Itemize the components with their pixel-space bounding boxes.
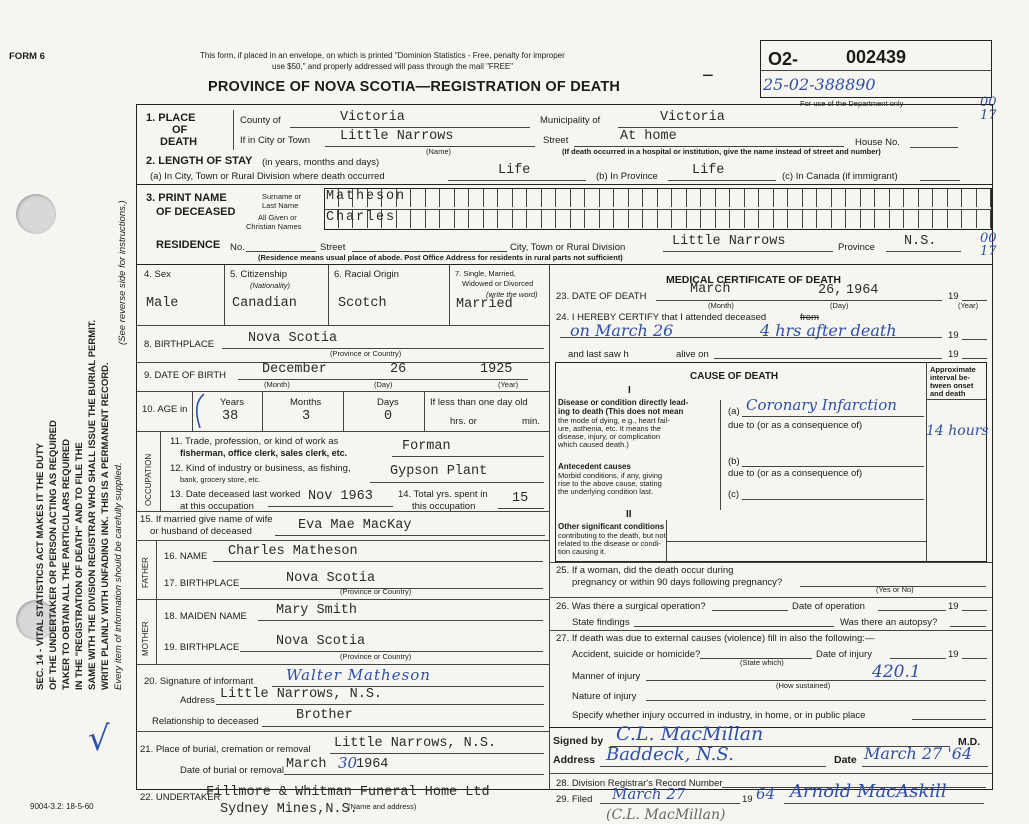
undertaker-caption: (Name and address) — [348, 802, 417, 811]
father-birthplace-caption: (Province or Country) — [340, 587, 412, 596]
dept-use-note: For use of the Department only — [800, 99, 904, 108]
county-label: County of — [240, 115, 281, 126]
industry-label: 12. Kind of industry or business, as fishing, — [170, 463, 351, 474]
racial-origin-label: 6. Racial Origin — [334, 269, 399, 280]
cause-a-label: (a) — [728, 406, 740, 417]
letter-cell — [890, 189, 905, 207]
birthplace-value: Nova Scotia — [248, 331, 338, 346]
street-value: At home — [620, 129, 677, 144]
letter-cell — [672, 210, 687, 228]
operation-date-label: Date of operation — [792, 601, 865, 612]
letter-cell — [817, 210, 832, 228]
form-title: PROVINCE OF NOVA SCOTIA—REGISTRATION OF DEATH — [208, 79, 621, 95]
filed-year: 64 — [756, 785, 776, 803]
reg-prefix: O2- — [768, 49, 799, 69]
municipality-value: Victoria — [660, 110, 725, 125]
surname-label-2: Last Name — [262, 201, 299, 210]
letter-cell — [629, 189, 644, 207]
father-name-value: Charles Matheson — [228, 544, 358, 559]
letter-cell — [832, 189, 847, 207]
other-conditions-label-3: related to the disease or condi- — [558, 539, 661, 548]
letter-cell — [440, 189, 455, 207]
dob-day: 26 — [390, 362, 407, 377]
disease-label-3: the mode of dying, e.g., heart fail- — [558, 416, 670, 425]
months-label: Months — [290, 397, 322, 408]
letter-cell — [962, 189, 977, 207]
registrar-note: (C.L. MacMillan) — [606, 807, 726, 823]
letter-cell — [411, 189, 426, 207]
handwritten-reg-number: 25-02-388890 — [763, 75, 876, 94]
interval-label-2: interval be- — [930, 373, 971, 382]
letter-cell — [585, 210, 600, 228]
residence-street-label: Street — [320, 242, 346, 253]
citizenship-caption: (Nationality) — [250, 281, 291, 290]
mail-notice: This form, if placed in an envelope, on which is printed "Dominion Statistics - Free, penalty for improper — [200, 51, 565, 60]
s1-label: 1. PLACE — [146, 112, 196, 124]
death-month-caption: (Month) — [708, 301, 734, 310]
operation-year-prefix: 19 — [948, 601, 959, 612]
letter-cell — [440, 210, 455, 228]
letter-cell — [759, 210, 774, 228]
less-than-day-label: If less than one day old — [430, 397, 528, 408]
sec14-line2: OF THE UNDERTAKER OR PERSON ACTING AS REQUIRED — [48, 420, 59, 690]
letter-cell — [643, 189, 658, 207]
letter-cell — [875, 189, 890, 207]
letter-cell — [426, 210, 441, 228]
age-months: 3 — [302, 409, 311, 424]
letter-cell — [701, 189, 716, 207]
mother-birthplace-label: 19. BIRTHPLACE — [164, 642, 240, 653]
letter-cell — [455, 210, 470, 228]
s3-label-2: OF DECEASED — [156, 206, 236, 218]
given-label-2: Christian Names — [246, 222, 302, 231]
burial-label: 21. Place of burial, cremation or removal — [140, 744, 311, 755]
mother-birthplace-value: Nova Scotia — [276, 634, 366, 649]
operation-label: 26. Was there a surgical operation? — [556, 601, 706, 612]
accident-label: Accident, suicide or homicide? — [572, 649, 701, 660]
years-spent-label: 14. Total yrs. spent in — [398, 489, 488, 500]
occupation-label-2: fisherman, office clerk, sales clerk, etc. — [180, 448, 348, 458]
letter-cell — [730, 189, 745, 207]
letter-cell — [948, 189, 963, 207]
letter-cell — [948, 210, 963, 228]
part-one-label: I — [628, 385, 631, 396]
undertaker-label: 22. UNDERTAKER — [140, 792, 221, 803]
letter-cell — [890, 210, 905, 228]
industry-value: Gypson Plant — [390, 464, 488, 479]
mother-side-label: MOTHER — [141, 621, 150, 656]
letter-cell — [904, 189, 919, 207]
disease-label-2: ing to death (This does not mean — [558, 407, 684, 416]
letter-cell — [745, 189, 760, 207]
letter-cell — [672, 189, 687, 207]
letter-cell — [397, 210, 412, 228]
residence-note: (Residence means usual place of abode. Post Office Address for residents in rural parts not sufficient) — [258, 253, 623, 262]
letter-cell — [933, 189, 948, 207]
years-spent-value: 15 — [512, 491, 529, 506]
spouse-label-2: or husband of deceased — [150, 526, 252, 537]
birthplace-caption: (Province or Country) — [330, 349, 402, 358]
s2-note: (in years, months and days) — [262, 157, 380, 168]
alive-year-prefix: 19 — [948, 349, 959, 360]
informant-address-value: Little Narrows, N.S. — [220, 687, 383, 702]
letter-cell — [600, 189, 615, 207]
marital-label-3: (write the word) — [486, 290, 538, 299]
alive-on-label: alive on — [676, 349, 709, 360]
sec14-line5: SAME WITH THE DIVISION REGISTRAR WHO SHALL ISSUE THE BURIAL PERMIT. — [87, 319, 98, 690]
letter-cell — [774, 189, 789, 207]
letter-cell — [803, 210, 818, 228]
form-code: 9004-3.2: 18-5-60 — [30, 802, 94, 811]
years-label: Years — [220, 397, 244, 408]
interval-label: Approximate — [930, 365, 976, 374]
letter-cell — [861, 189, 876, 207]
s1-death: DEATH — [160, 136, 198, 148]
letter-cell — [803, 189, 818, 207]
check-mark: √ — [88, 719, 110, 759]
given-label: All Given or — [258, 213, 297, 222]
undertaker-address: Sydney Mines,N.S. — [220, 802, 358, 817]
letter-cell — [484, 210, 499, 228]
letter-cell — [701, 210, 716, 228]
registrar-signature: Arnold MacAskill — [790, 781, 947, 802]
death-year-typed: 1964 — [846, 283, 879, 298]
death-day-caption: (Day) — [830, 301, 849, 310]
sec14-line7: Every item of information should be carefully supplied. — [113, 462, 124, 690]
residence-city-label: City, Town or Rural Division — [510, 242, 626, 253]
letter-cell — [614, 210, 629, 228]
letter-cell — [977, 210, 992, 228]
nature-label: Nature of injury — [572, 691, 637, 702]
dob-year: 1925 — [480, 362, 513, 377]
manner-label: Manner of injury — [572, 671, 641, 682]
letter-cell — [411, 210, 426, 228]
dob-month: December — [262, 362, 327, 377]
month-caption: (Month) — [264, 380, 290, 389]
certify-label: 24. I HEREBY CERTIFY that I attended deceased — [556, 312, 767, 323]
filed-label: 29. Filed — [556, 794, 593, 805]
interval-a-value: 14 hours — [926, 423, 989, 439]
letter-cell — [846, 210, 861, 228]
specify-label: Specify whether injury occurred in industry, in home, or in public place — [572, 710, 866, 721]
letter-cell — [513, 189, 528, 207]
cause-a-value: Coronary Infarction — [746, 396, 897, 414]
county-value: Victoria — [340, 110, 405, 125]
letter-cell — [788, 189, 803, 207]
citizenship-value: Canadian — [232, 296, 297, 311]
cause-c-label: (c) — [728, 489, 740, 500]
yes-no-caption: (Yes or No) — [876, 585, 914, 594]
residence-city-value: Little Narrows — [672, 234, 786, 249]
sec14-line1: SEC. 14 - VITAL STATISTICS ACT MAKES IT THE DUTY — [35, 442, 46, 690]
pregnancy-label-2: pregnancy or within 90 days following pregnancy? — [572, 577, 783, 588]
surname-label: Surname or — [262, 192, 302, 201]
sec14-line4: IN THE "REGISTRATION OF DEATH" AND TO FILE THE — [74, 442, 85, 690]
sex-label: 4. Sex — [144, 269, 171, 280]
antecedent-label-4: the underlying condition last. — [558, 487, 654, 496]
s2b-label: (b) In Province — [596, 171, 658, 182]
marital-label: 7. Single, Married, — [455, 269, 516, 278]
title-dash: − — [702, 65, 714, 87]
letter-cell — [730, 210, 745, 228]
md-label: M.D. — [958, 736, 981, 748]
mother-maiden-value: Mary Smith — [276, 603, 358, 618]
due-to-label-2: due to (or as a consequence of) — [728, 468, 863, 479]
letter-cell — [832, 210, 847, 228]
last-saw-label: and last saw h — [568, 349, 629, 360]
interval-label-3: tween onset — [930, 381, 974, 390]
racial-origin-value: Scotch — [338, 296, 387, 311]
letter-cell — [716, 189, 731, 207]
s2a-label: (a) In City, Town or Rural Division where death occurred — [150, 171, 385, 182]
letter-cell — [571, 189, 586, 207]
s1-of: OF — [172, 124, 188, 136]
autopsy-label: Was there an autopsy? — [840, 617, 938, 628]
industry-label-2: bank, grocery store, etc. — [180, 475, 261, 484]
letter-cell — [861, 210, 876, 228]
disease-label-6: which caused death.) — [558, 440, 629, 449]
letter-cell — [658, 210, 673, 228]
antecedent-label-3: rise to the above cause, stating — [558, 479, 662, 488]
burial-month: March — [286, 757, 327, 772]
letter-cell — [774, 210, 789, 228]
pregnancy-label: 25. If a woman, did the death occur during — [556, 565, 734, 576]
residence-province-value: N.S. — [904, 234, 937, 249]
sec14-line3: TAKER TO OBTAIN ALL THE PARTICULARS REQUIRED — [61, 438, 72, 690]
informant-address-label: Address — [180, 695, 215, 706]
mother-birthplace-caption: (Province or Country) — [340, 652, 412, 661]
letter-cell — [527, 210, 542, 228]
letter-cell — [687, 210, 702, 228]
injury-year-prefix: 19 — [948, 649, 959, 660]
age-bracket-mark — [190, 392, 210, 430]
s2a-value: Life — [498, 163, 531, 178]
margin-mark: 00 17 — [980, 95, 997, 123]
disease-label: Disease or condition directly lead- — [558, 398, 689, 407]
birthplace-label: 8. BIRTHPLACE — [144, 339, 215, 350]
injury-date-label: Date of injury — [816, 649, 872, 660]
undertaker-name: Fillmore & Whitman Funeral Home Ltd — [206, 785, 490, 800]
surname-cells — [324, 189, 991, 207]
residence-no-label: No. — [230, 242, 245, 253]
physician-signature: C.L. MacMillan — [616, 723, 764, 745]
letter-cell — [542, 210, 557, 228]
letter-cell — [904, 210, 919, 228]
external-causes-label: 27. If death was due to external causes (violence) fill in also the following:— — [556, 633, 875, 644]
marital-value: Married — [456, 297, 513, 312]
cause-code: 420.1 — [872, 662, 921, 682]
death-day: 26, — [818, 283, 843, 298]
municipality-label: Municipality of — [540, 115, 601, 126]
burial-year: 1964 — [356, 757, 389, 772]
age-label: 10. AGE in — [142, 404, 188, 415]
letter-cell — [977, 189, 992, 207]
letter-cell — [687, 189, 702, 207]
certify-struck-word: from — [800, 312, 819, 323]
attended-time: 4 hrs after death — [760, 321, 897, 340]
other-conditions-label-2: contributing to the death, but not — [558, 531, 666, 540]
name-caption: (Name) — [426, 147, 452, 156]
reg-number: 002439 — [846, 47, 907, 67]
letter-cell — [817, 189, 832, 207]
dob-label: 9. DATE OF BIRTH — [144, 370, 226, 381]
informant-signature: Walter Matheson — [286, 666, 431, 684]
record-number-label: 28. Division Registrar's Record Number — [556, 778, 723, 789]
letter-cell — [846, 189, 861, 207]
last-worked-value: Nov 1963 — [308, 489, 373, 504]
father-birthplace-value: Nova Scotia — [286, 571, 376, 586]
antecedent-label-2: Morbid conditions, if any, giving — [558, 471, 663, 480]
surname-value: Matheson — [326, 189, 407, 204]
date-of-death-label: 23. DATE OF DEATH — [556, 291, 647, 302]
letter-cell — [629, 210, 644, 228]
physician-date: March 27 '64 — [864, 744, 973, 763]
hrs-label: hrs. or — [450, 416, 477, 427]
other-conditions-label-4: tion causing it. — [558, 547, 606, 556]
age-years: 38 — [222, 409, 239, 424]
min-label: min. — [522, 416, 540, 427]
father-name-label: 16. NAME — [164, 551, 208, 562]
burial-date-label: Date of burial or removal — [180, 765, 285, 776]
letter-cell — [513, 210, 528, 228]
sex-value: Male — [146, 296, 179, 311]
letter-cell — [716, 210, 731, 228]
certify-year-prefix: 19 — [948, 330, 959, 341]
occupation-side-label: OCCUPATION — [144, 453, 153, 506]
filed-date: March 27 — [612, 785, 686, 803]
given-name-cells — [324, 210, 991, 228]
form-label: FORM 6 — [9, 51, 45, 62]
disease-label-4: ure, asthenia, etc. It means the — [558, 424, 661, 433]
years-spent-label-2: this occupation — [412, 501, 476, 512]
letter-cell — [759, 189, 774, 207]
interval-label-4: and death — [930, 389, 966, 398]
letter-cell — [498, 210, 513, 228]
letter-cell — [527, 189, 542, 207]
day-caption: (Day) — [374, 380, 393, 389]
letter-cell — [962, 210, 977, 228]
citizenship-label: 5. Citizenship — [230, 269, 288, 280]
letter-cell — [556, 210, 571, 228]
s3-label: 3. PRINT NAME — [146, 192, 227, 204]
letter-cell — [658, 189, 673, 207]
letter-cell — [571, 210, 586, 228]
relationship-value: Brother — [296, 708, 353, 723]
letter-cell — [875, 210, 890, 228]
letter-cell — [498, 189, 513, 207]
antecedent-label: Antecedent causes — [558, 462, 631, 471]
margin-mark-2: 00 17 — [980, 231, 997, 259]
days-label: Days — [377, 397, 399, 408]
physician-address: Baddeck, N.S. — [606, 744, 734, 765]
mother-maiden-label: 18. MAIDEN NAME — [164, 611, 247, 622]
letter-cell — [643, 210, 658, 228]
residence-label: RESIDENCE — [156, 239, 221, 251]
letter-cell — [469, 189, 484, 207]
cause-of-death-title: CAUSE OF DEATH — [690, 371, 779, 382]
physician-address-label: Address — [553, 754, 596, 766]
disease-label-5: disease, injury, or complication — [558, 432, 660, 441]
letter-cell — [542, 189, 557, 207]
letter-cell — [933, 210, 948, 228]
physician-date-label: Date — [834, 754, 857, 766]
city-value: Little Narrows — [340, 129, 454, 144]
residence-province-label: Province — [838, 242, 875, 253]
occupation-label: 11. Trade, profession, or kind of work as — [170, 436, 339, 447]
year-caption: (Year) — [498, 380, 519, 389]
s2-label: 2. LENGTH OF STAY — [146, 155, 253, 167]
s2c-label: (c) In Canada (if immigrant) — [782, 171, 898, 182]
s2b-value: Life — [692, 163, 725, 178]
death-year-prefix: 19 — [948, 291, 959, 302]
spouse-value: Eva Mae MacKay — [298, 518, 412, 533]
how-sustained-caption: (How sustained) — [776, 681, 831, 690]
letter-cell — [919, 210, 934, 228]
letter-cell — [426, 189, 441, 207]
death-month: March — [690, 282, 731, 297]
last-worked-label: 13. Date deceased last worked — [170, 489, 301, 500]
mail-notice-2: use $50," and properly addressed will pass through the mail "FREE" — [272, 62, 514, 71]
hospital-note: (If death occurred in a hospital or institution, give the name instead of street and number) — [562, 147, 881, 156]
binder-hole — [16, 194, 56, 234]
father-side-label: FATHER — [141, 557, 150, 588]
death-year-caption: (Year) — [958, 301, 979, 310]
informant-label: 20. Signature of informant — [144, 676, 254, 687]
letter-cell — [919, 189, 934, 207]
cause-b-label: (b) — [728, 456, 740, 467]
due-to-label: due to (or as a consequence of) — [728, 420, 863, 431]
last-worked-label-2: at this occupation — [180, 501, 254, 512]
filed-year-prefix: 19 — [742, 794, 753, 805]
age-days: 0 — [384, 409, 393, 424]
father-birthplace-label: 17. BIRTHPLACE — [164, 578, 240, 589]
state-which-caption: (State which) — [740, 658, 784, 667]
other-conditions-label: Other significant conditions — [558, 522, 665, 531]
given-name-value: Charles — [326, 210, 397, 225]
findings-label: State findings — [572, 617, 630, 628]
street-label: Street — [543, 135, 569, 146]
house-no-label: House No. — [855, 137, 900, 148]
city-label: If in City or Town — [240, 135, 311, 146]
letter-cell — [455, 189, 470, 207]
part-two-label: II — [626, 509, 632, 520]
sec14-line6: WRITE PLAINLY WITH UNFADING INK. THIS IS A PERMANENT RECORD. — [100, 362, 111, 690]
letter-cell — [556, 189, 571, 207]
attended-date: on March 26 — [570, 321, 674, 340]
spouse-label: 15. If married give name of wife — [140, 514, 273, 525]
sec14-line8: (See reverse side for instructions.) — [117, 200, 128, 345]
signed-by-label: Signed by — [553, 735, 604, 747]
letter-cell — [614, 189, 629, 207]
letter-cell — [745, 210, 760, 228]
letter-cell — [469, 210, 484, 228]
letter-cell — [600, 210, 615, 228]
letter-cell — [788, 210, 803, 228]
relationship-label: Relationship to deceased — [152, 716, 259, 727]
burial-place-value: Little Narrows, N.S. — [334, 736, 497, 751]
letter-cell — [585, 189, 600, 207]
letter-cell — [484, 189, 499, 207]
marital-label-2: Widowed or Divorced — [462, 279, 534, 288]
medical-certificate-title: MEDICAL CERTIFICATE OF DEATH — [666, 274, 841, 286]
burial-day: 30 — [338, 754, 358, 772]
occupation-value: Forman — [402, 439, 451, 454]
